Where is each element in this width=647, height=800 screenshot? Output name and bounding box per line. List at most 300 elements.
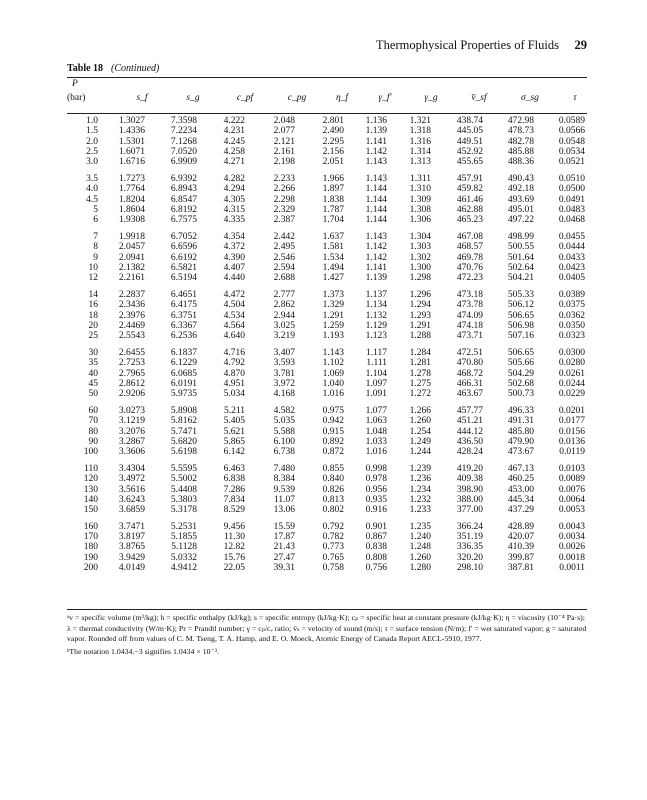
table-row xyxy=(67,542,587,552)
cell-sigma: 506.65 xyxy=(507,347,534,358)
cell-cpg: 4.582 xyxy=(273,405,295,416)
cell-vsf: 474.18 xyxy=(456,320,483,331)
cell-pressure: 110 xyxy=(84,463,98,474)
cell-sigma: 485.88 xyxy=(507,146,534,157)
cell-tau: 0.0119 xyxy=(559,447,585,458)
cell-pressure: 30 xyxy=(88,347,98,358)
cell-tau: 0.0389 xyxy=(558,289,585,300)
cell-pressure: 200 xyxy=(83,563,98,574)
table-number: Table 18 xyxy=(67,63,104,74)
cell-cpf: 4.335 xyxy=(223,215,245,226)
cell-vsf: 466.31 xyxy=(456,378,483,389)
col-header-sigma: σ_sg xyxy=(521,93,539,103)
cell-vsf: 428.24 xyxy=(456,447,483,458)
cell-sigma: 491.31 xyxy=(507,416,534,427)
cell-vsf: 449.51 xyxy=(456,136,483,147)
cell-tau: 0.0548 xyxy=(558,136,585,147)
cell-tau: 0.0201 xyxy=(558,405,585,416)
col-header-sg: s_g xyxy=(186,93,200,103)
cell-tau: 0.0521 xyxy=(558,157,585,168)
cell-pressure: 14 xyxy=(88,289,98,300)
cell-sg: 6.4175 xyxy=(170,300,197,311)
cell-gamma-f: 1.063 xyxy=(365,416,387,427)
cell-cpf: 4.231 xyxy=(223,126,245,137)
cell-sf: 2.7253 xyxy=(118,358,145,369)
cell-vsf: 463.67 xyxy=(456,389,483,400)
table-row xyxy=(67,205,587,215)
cell-cpf: 4.271 xyxy=(223,157,245,168)
cell-gamma-f: 1.143 xyxy=(365,173,387,184)
cell-pressure: 10 xyxy=(88,262,98,273)
cell-cpf: 4.440 xyxy=(223,273,245,284)
cell-vsf: 320.20 xyxy=(456,552,483,563)
cell-sf: 2.7965 xyxy=(118,368,145,379)
cell-sf: 3.0273 xyxy=(118,405,145,416)
cell-eta: 1.016 xyxy=(322,389,344,400)
cell-pressure: 70 xyxy=(88,416,98,427)
cell-sg: 6.0191 xyxy=(170,378,197,389)
col-header-cpg: c_pg xyxy=(287,93,307,103)
table-row xyxy=(67,358,587,368)
cell-sigma: 453.00 xyxy=(507,484,534,495)
cell-tau: 0.0177 xyxy=(558,416,585,427)
table-row xyxy=(67,532,587,542)
table-row xyxy=(67,232,587,242)
cell-tau: 0.0423 xyxy=(558,262,585,273)
cell-gamma-f: 1.142 xyxy=(365,252,387,263)
table-top-rule xyxy=(67,77,587,78)
cell-gamma-g: 1.272 xyxy=(409,389,431,400)
cell-sg: 5.6820 xyxy=(170,436,197,447)
cell-cpf: 7.834 xyxy=(223,494,245,505)
footnotes xyxy=(67,613,587,658)
table-row xyxy=(67,263,587,273)
cell-sf: 1.6071 xyxy=(118,146,145,157)
cell-sigma: 502.64 xyxy=(507,262,534,273)
cell-eta: 1.193 xyxy=(322,331,344,342)
cell-cpf: 4.258 xyxy=(223,146,245,157)
cell-vsf: 444.12 xyxy=(456,426,483,437)
cell-gamma-g: 1.266 xyxy=(409,405,431,416)
cell-cpf: 4.315 xyxy=(223,204,245,215)
cell-sg: 6.5821 xyxy=(170,262,197,273)
cell-gamma-g: 1.304 xyxy=(409,231,431,242)
cell-eta: 0.802 xyxy=(322,505,344,516)
cell-sg: 6.9909 xyxy=(170,157,197,168)
table-row xyxy=(67,505,587,515)
cell-tau: 0.0483 xyxy=(558,204,585,215)
cell-gamma-f: 0.978 xyxy=(365,474,387,485)
cell-gamma-f: 0.867 xyxy=(365,532,387,543)
cell-vsf: 461.46 xyxy=(456,194,483,205)
cell-cpf: 5.621 xyxy=(223,426,245,437)
cell-gamma-g: 1.314 xyxy=(409,146,431,157)
cell-sf: 4.0149 xyxy=(118,563,145,574)
cell-gamma-f: 0.838 xyxy=(365,542,387,553)
cell-sf: 3.8765 xyxy=(118,542,145,553)
col-header-cpf: c_pf xyxy=(236,93,254,103)
cell-eta: 1.291 xyxy=(322,310,344,321)
col-header-vsf: v̄_sf xyxy=(471,93,487,103)
cell-cpf: 4.294 xyxy=(223,184,245,195)
table-row xyxy=(67,253,587,263)
cell-gamma-g: 1.236 xyxy=(409,474,431,485)
cell-sg: 7.1268 xyxy=(170,136,197,147)
cell-sigma: 399.87 xyxy=(507,552,534,563)
pressure-label: P xyxy=(72,79,78,89)
table-row xyxy=(67,447,587,457)
cell-sg: 6.3751 xyxy=(170,310,197,321)
cell-tau: 0.0375 xyxy=(558,300,585,311)
cell-cpg: 2.387 xyxy=(273,215,295,226)
cell-tau: 0.0468 xyxy=(558,215,585,226)
cell-sigma: 445.34 xyxy=(507,494,534,505)
cell-cpf: 6.838 xyxy=(223,474,245,485)
cell-sigma: 488.36 xyxy=(507,157,534,168)
cell-sg: 6.9392 xyxy=(170,173,197,184)
cell-sigma: 479.90 xyxy=(507,436,534,447)
cell-eta: 0.813 xyxy=(322,494,344,505)
cell-gamma-g: 1.288 xyxy=(409,331,431,342)
cell-sf: 3.5616 xyxy=(118,484,145,495)
cell-pressure: 5 xyxy=(93,204,98,215)
cell-eta: 0.792 xyxy=(322,521,344,532)
cell-cpg: 2.777 xyxy=(273,289,295,300)
row-group xyxy=(67,232,587,283)
cell-sg: 5.8908 xyxy=(170,405,197,416)
cell-cpg: 15.59 xyxy=(273,521,295,532)
row-group xyxy=(67,348,587,399)
cell-gamma-g: 1.306 xyxy=(409,215,431,226)
cell-sg: 5.3178 xyxy=(170,505,197,516)
row-group xyxy=(67,290,587,341)
cell-tau: 0.0156 xyxy=(558,426,585,437)
cell-tau: 0.0026 xyxy=(558,542,585,553)
cell-gamma-f: 1.142 xyxy=(365,146,387,157)
table-row xyxy=(67,369,587,379)
footnote-main: ᵃv = specific volume (m³/kg); h = specific enthalpy (kJ/kg); s = specific entropy (kJ/kg·K); cₚ = specific heat at constant pressure (kJ/kg·K); η = viscosity (10⁻⁴ Pa·s); λ = thermal conductivity (W/m·K); Pr = Prandtl number; γ = cₚ/cᵥ ratio; v̄ₛ = velocity of sound (m/s); τ = surface tension (N/m); f′ = wet saturated vapor; g = saturated vapor. Rounded off from values of C. M. Tseng, T. A. Hamp, and E. O. Moeck, Atomic Energy of Canada Report AECL-5910, 1977. xyxy=(67,613,587,644)
cell-gamma-f: 1.111 xyxy=(366,358,387,369)
cell-sg: 6.2536 xyxy=(170,331,197,342)
cell-sigma: 428.89 xyxy=(507,521,534,532)
cell-vsf: 457.77 xyxy=(456,405,483,416)
cell-cpf: 4.716 xyxy=(223,347,245,358)
cell-eta: 1.069 xyxy=(322,368,344,379)
cell-tau: 0.0350 xyxy=(558,320,585,331)
cell-sf: 2.5543 xyxy=(118,331,145,342)
cell-pressure: 4.5 xyxy=(86,194,98,205)
cell-gamma-g: 1.300 xyxy=(409,262,431,273)
cell-vsf: 474.09 xyxy=(456,310,483,321)
cell-pressure: 160 xyxy=(83,521,98,532)
cell-vsf: 473.18 xyxy=(456,289,483,300)
cell-vsf: 462.88 xyxy=(456,204,483,215)
cell-tau: 0.0011 xyxy=(559,563,585,574)
cell-cpg: 3.407 xyxy=(273,347,295,358)
table-row xyxy=(67,406,587,416)
cell-sg: 6.3367 xyxy=(170,320,197,331)
cell-sf: 3.2867 xyxy=(118,436,145,447)
cell-cpg: 3.972 xyxy=(273,378,295,389)
cell-tau: 0.0280 xyxy=(558,358,585,369)
cell-sigma: 437.29 xyxy=(507,505,534,516)
cell-cpf: 4.472 xyxy=(223,289,245,300)
cell-eta: 1.534 xyxy=(322,252,344,263)
cell-gamma-f: 1.141 xyxy=(365,262,387,273)
cell-sf: 3.1219 xyxy=(118,416,145,427)
cell-tau: 0.0103 xyxy=(558,463,585,474)
cell-tau: 0.0566 xyxy=(558,126,585,137)
table-row xyxy=(67,311,587,321)
cell-tau: 0.0034 xyxy=(558,532,585,543)
cell-pressure: 7 xyxy=(93,231,98,242)
cell-eta: 1.966 xyxy=(322,173,344,184)
cell-sg: 5.5595 xyxy=(170,463,197,474)
cell-cpg: 4.168 xyxy=(273,389,295,400)
cell-eta: 0.758 xyxy=(322,563,344,574)
cell-sg: 6.5194 xyxy=(170,273,197,284)
cell-eta: 2.295 xyxy=(322,136,344,147)
cell-tau: 0.0405 xyxy=(558,273,585,284)
cell-cpf: 22.05 xyxy=(223,563,245,574)
cell-sg: 5.1128 xyxy=(171,542,197,553)
cell-pressure: 100 xyxy=(83,447,98,458)
cell-gamma-f: 1.117 xyxy=(365,347,387,358)
cell-cpg: 2.077 xyxy=(273,126,295,137)
cell-vsf: 451.21 xyxy=(456,416,483,427)
cell-cpg: 39.31 xyxy=(273,563,295,574)
cell-cpg: 11.07 xyxy=(273,494,295,505)
cell-sigma: 498.99 xyxy=(507,231,534,242)
cell-gamma-g: 1.254 xyxy=(409,426,431,437)
cell-pressure: 4.0 xyxy=(86,184,98,195)
cell-tau: 0.0491 xyxy=(558,194,585,205)
cell-vsf: 438.74 xyxy=(456,116,483,126)
table-row xyxy=(67,563,587,573)
cell-sf: 3.4972 xyxy=(118,474,145,485)
cell-sigma: 485.80 xyxy=(507,426,534,437)
table-row xyxy=(67,137,587,147)
cell-sg: 7.2234 xyxy=(170,126,197,137)
cell-gamma-f: 0.808 xyxy=(365,552,387,563)
cell-tau: 0.0433 xyxy=(558,252,585,263)
cell-gamma-g: 1.303 xyxy=(409,242,431,253)
table-row xyxy=(67,389,587,399)
cell-sf: 1.7273 xyxy=(118,173,145,184)
table-row xyxy=(67,495,587,505)
cell-gamma-g: 1.235 xyxy=(409,521,431,532)
cell-sigma: 460.25 xyxy=(507,474,534,485)
cell-sigma: 482.78 xyxy=(507,136,534,147)
cell-eta: 0.765 xyxy=(322,552,344,563)
cell-sg: 6.6596 xyxy=(170,242,197,253)
footnote-notation: ᵇThe notation 1.0434.−3 signifies 1.0434 × 10⁻³. xyxy=(67,647,219,657)
cell-vsf: 470.80 xyxy=(456,358,483,369)
cell-eta: 1.787 xyxy=(322,204,344,215)
col-header-eta: η_f xyxy=(335,93,349,103)
cell-gamma-g: 1.298 xyxy=(409,273,431,284)
cell-cpg: 13.06 xyxy=(273,505,295,516)
cell-pressure: 140 xyxy=(83,494,98,505)
cell-cpg: 2.594 xyxy=(273,262,295,273)
cell-gamma-g: 1.260 xyxy=(409,416,431,427)
cell-sigma: 504.29 xyxy=(507,368,534,379)
table-row xyxy=(67,437,587,447)
cell-cpg: 2.048 xyxy=(273,116,295,126)
cell-gamma-g: 1.302 xyxy=(409,252,431,263)
cell-gamma-f: 1.016 xyxy=(365,447,387,458)
cell-pressure: 20 xyxy=(88,320,98,331)
cell-sg: 5.5002 xyxy=(170,474,197,485)
cell-cpg: 7.480 xyxy=(273,463,295,474)
table-caption xyxy=(67,63,159,74)
cell-vsf: 465.23 xyxy=(456,215,483,226)
cell-vsf: 388.00 xyxy=(456,494,483,505)
cell-gamma-f: 0.916 xyxy=(365,505,387,516)
cell-sigma: 467.13 xyxy=(507,463,534,474)
cell-eta: 1.897 xyxy=(322,184,344,195)
cell-gamma-g: 1.248 xyxy=(409,542,431,553)
cell-sf: 1.8604 xyxy=(118,204,145,215)
cell-eta: 0.872 xyxy=(322,447,344,458)
cell-tau: 0.0444 xyxy=(558,242,585,253)
cell-cpf: 4.407 xyxy=(223,262,245,273)
cell-gamma-f: 1.134 xyxy=(365,300,387,311)
cell-tau: 0.0510 xyxy=(558,173,585,184)
cell-sf: 3.7471 xyxy=(118,521,145,532)
cell-gamma-g: 1.309 xyxy=(409,194,431,205)
col-header-gamma-f: γ_f′ xyxy=(378,93,392,103)
cell-gamma-g: 1.280 xyxy=(409,563,431,574)
cell-cpg: 9.539 xyxy=(273,484,295,495)
cell-cpg: 2.495 xyxy=(273,242,295,253)
cell-eta: 1.329 xyxy=(322,300,344,311)
cell-gamma-f: 1.144 xyxy=(365,204,387,215)
table-row xyxy=(67,553,587,563)
cell-gamma-f: 1.144 xyxy=(365,194,387,205)
cell-gamma-g: 1.284 xyxy=(409,347,431,358)
running-title: Thermophysical Properties of Fluids xyxy=(376,38,559,52)
cell-tau: 0.0589 xyxy=(558,116,585,126)
cell-pressure: 45 xyxy=(88,378,98,389)
cell-pressure: 16 xyxy=(88,300,98,311)
cell-eta: 0.892 xyxy=(322,436,344,447)
cell-sg: 7.0520 xyxy=(170,146,197,157)
cell-gamma-f: 0.935 xyxy=(365,494,387,505)
cell-gamma-f: 1.091 xyxy=(365,389,387,400)
cell-vsf: 436.50 xyxy=(456,436,483,447)
cell-cpg: 21.43 xyxy=(273,542,295,553)
cell-sigma: 502.68 xyxy=(507,378,534,389)
cell-sf: 3.2076 xyxy=(118,426,145,437)
cell-sg: 6.7575 xyxy=(170,215,197,226)
cell-pressure: 80 xyxy=(88,426,98,437)
cell-sf: 2.0457 xyxy=(118,242,145,253)
cell-pressure: 130 xyxy=(83,484,98,495)
cell-vsf: 468.57 xyxy=(456,242,483,253)
cell-sigma: 500.55 xyxy=(507,242,534,253)
cell-gamma-f: 1.048 xyxy=(365,426,387,437)
cell-pressure: 3.5 xyxy=(86,173,98,184)
cell-sigma: 496.33 xyxy=(507,405,534,416)
cell-sg: 5.7471 xyxy=(170,426,197,437)
table-row xyxy=(67,474,587,484)
cell-cpf: 4.640 xyxy=(223,331,245,342)
cell-gamma-g: 1.308 xyxy=(409,204,431,215)
cell-tau: 0.0300 xyxy=(558,347,585,358)
cell-cpf: 5.211 xyxy=(223,405,245,416)
cell-eta: 1.494 xyxy=(322,262,344,273)
cell-eta: 0.942 xyxy=(322,416,344,427)
cell-gamma-f: 1.139 xyxy=(365,273,387,284)
cell-gamma-g: 1.321 xyxy=(409,116,431,126)
cell-cpg: 2.161 xyxy=(273,146,295,157)
cell-gamma-g: 1.281 xyxy=(409,358,431,369)
table-row xyxy=(67,195,587,205)
cell-vsf: 459.82 xyxy=(456,184,483,195)
cell-pressure: 12 xyxy=(88,273,98,284)
cell-sigma: 473.67 xyxy=(507,447,534,458)
column-header xyxy=(67,79,587,115)
table-row xyxy=(67,331,587,341)
cell-gamma-f: 0.956 xyxy=(365,484,387,495)
table-continued: (Continued) xyxy=(111,63,160,74)
cell-sg: 6.1837 xyxy=(170,347,197,358)
cell-cpf: 4.354 xyxy=(223,231,245,242)
cell-gamma-g: 1.239 xyxy=(409,463,431,474)
cell-vsf: 419.20 xyxy=(456,463,483,474)
cell-sigma: 490.43 xyxy=(507,173,534,184)
cell-sigma: 505.33 xyxy=(507,289,534,300)
cell-pressure: 2.5 xyxy=(86,146,98,157)
cell-gamma-g: 1.311 xyxy=(409,173,431,184)
cell-sf: 2.4469 xyxy=(118,320,145,331)
cell-eta: 2.801 xyxy=(322,116,344,126)
cell-pressure: 60 xyxy=(88,405,98,416)
cell-gamma-f: 1.129 xyxy=(365,320,387,331)
table-row xyxy=(67,522,587,532)
cell-gamma-g: 1.232 xyxy=(409,494,431,505)
cell-sigma: 420.07 xyxy=(507,532,534,543)
cell-sg: 6.8943 xyxy=(170,184,197,195)
cell-sf: 1.3027 xyxy=(118,116,145,126)
cell-tau: 0.0362 xyxy=(558,310,585,321)
cell-vsf: 452.92 xyxy=(456,146,483,157)
cell-gamma-g: 1.310 xyxy=(409,184,431,195)
cell-eta: 2.490 xyxy=(322,126,344,137)
table-row xyxy=(67,126,587,136)
cell-pressure: 170 xyxy=(83,532,98,543)
cell-cpf: 4.504 xyxy=(223,300,245,311)
cell-sigma: 506.98 xyxy=(507,320,534,331)
cell-gamma-g: 1.249 xyxy=(409,436,431,447)
cell-sf: 1.9308 xyxy=(118,215,145,226)
cell-sf: 2.3436 xyxy=(118,300,145,311)
cell-cpf: 12.82 xyxy=(223,542,245,553)
cell-tau: 0.0455 xyxy=(558,231,585,242)
cell-pressure: 3.0 xyxy=(86,157,98,168)
table-row xyxy=(67,348,587,358)
cell-sf: 2.1382 xyxy=(118,262,145,273)
cell-tau: 0.0018 xyxy=(558,552,585,563)
col-header-gamma-g: γ_g xyxy=(424,93,438,103)
cell-eta: 0.826 xyxy=(322,484,344,495)
cell-cpg: 2.688 xyxy=(273,273,295,284)
cell-sf: 2.9206 xyxy=(118,389,145,400)
cell-sf: 3.8197 xyxy=(118,532,145,543)
cell-cpg: 2.121 xyxy=(273,136,295,147)
table-row xyxy=(67,321,587,331)
